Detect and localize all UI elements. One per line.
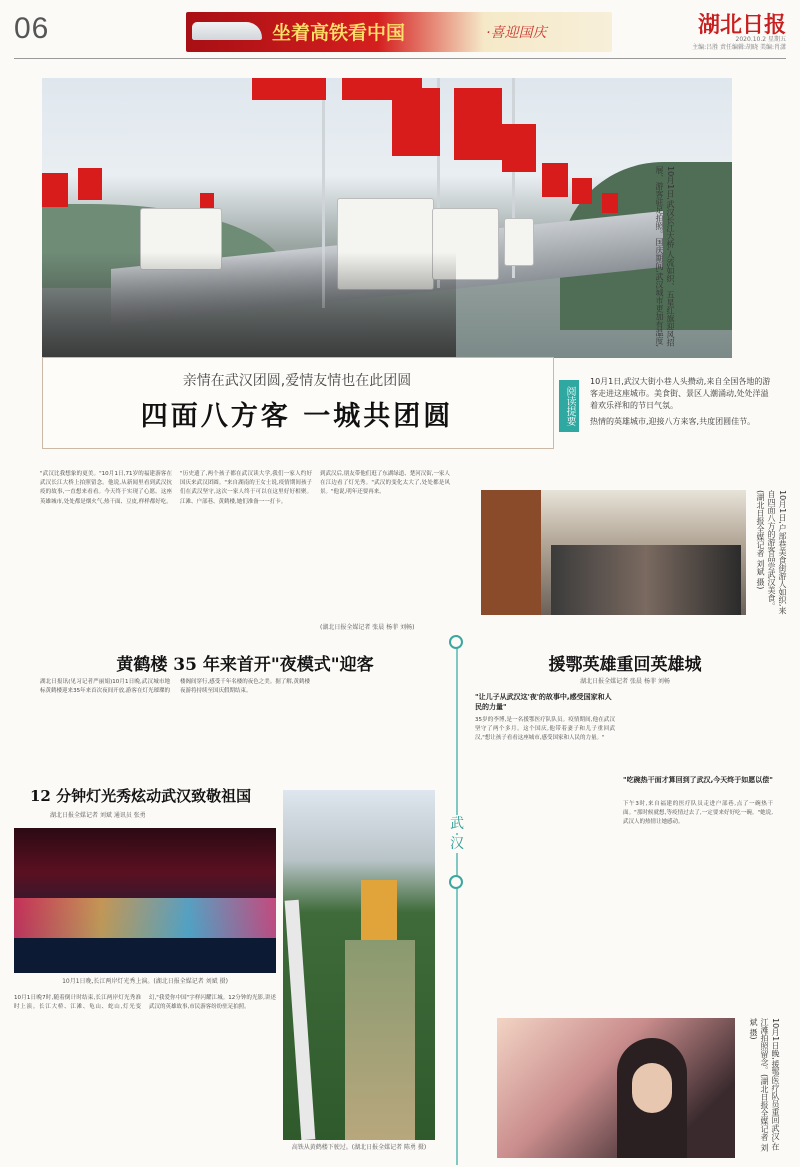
section-divider	[448, 635, 466, 1165]
page-number: 06	[14, 12, 50, 45]
story3-body: 10月1日晚7时,随着倒计时结束,长江两岸灯光秀准时上演。长江大桥、江滩、龟山、蛇山,灯光变幻,"我爱你中国"字样闪耀江城。12分钟的光影,讲述武汉的英雄故事,市民游客纷纷驻足拍照。	[14, 995, 276, 1011]
issue-date: 2020.10.2 星期五	[735, 36, 786, 43]
story4-body-2: 下午3时,来自福建的医疗队员走进户部巷,点了一碗热干面。"那时候就想,等疫情过去了,一定要来好好吃一碗。"她说,武汉人的热情让她感动。	[623, 801, 773, 826]
reading-guide-tag: 阅读提要	[559, 380, 579, 432]
banner-title: 坐着高铁看中国	[272, 22, 406, 44]
divider-ring-mid	[449, 875, 463, 889]
train-icon	[192, 22, 262, 40]
story2-body: 湖北日报讯(见习记者严丽娟)10月1日晚,武汉城市地标黄鹤楼迎来35年来首次夜间开放,游客在灯光璀璨的楼阁间穿行,感受千年名楼的夜色之美。据了解,黄鹤楼夜游将持续至国庆假期结束。	[40, 679, 310, 695]
issue-editors: 主编:吕胜 责任编辑:胡晓 美编:肖潇	[692, 44, 786, 51]
story4-body-1: 35岁的李博,是一名援鄂医疗队队员。疫情期间,他在武汉坚守了两个多月。这个国庆,他带着妻子和儿子重回武汉,"想让孩子看看这座城市,感受国家和人民的力量。"	[475, 717, 615, 742]
story3-headline: 12 分钟灯光秀炫动武汉致敬祖国	[30, 787, 252, 805]
photo-light-show	[14, 828, 276, 973]
hero-photo-bridge	[42, 78, 732, 358]
story2-headline: 黄鹤楼 35 年来首开"夜模式"迎客	[116, 655, 374, 675]
story4-subhead-2: "吃碗热干面才算回到了武汉,今天终于如愿以偿"	[623, 776, 773, 784]
banner-subtitle: ·喜迎国庆	[486, 25, 547, 41]
feature-lead	[590, 376, 775, 428]
story1-column-3: 到武汉后,朋友带他们逛了东湖绿道、楚河汉街,一家人在江边看了灯光秀。"武汉的变化太大了,处处都是风景。"他说,明年还要再来。	[320, 471, 450, 496]
feature-subhead: 亲情在武汉团圆,爱情友情也在此团圆	[182, 373, 412, 389]
story3-photo-caption: 10月1日晚,长江两岸灯光秀上演。(湖北日报全媒记者 刘斌 摄)	[62, 978, 228, 985]
photo-medic-portrait	[497, 1018, 735, 1158]
photo-crowd-snack-street	[481, 490, 746, 615]
story1-column-1: "武汉比我想象的更美。"10月1日,71岁的福建游客在武汉长江大桥上拍照留念。他说,从新闻里看到武汉抗疫的故事,一直想来看看。今天终于实现了心愿。这座英雄城市,处处都是烟火气,热干面、豆皮,样样都好吃。	[40, 471, 172, 505]
hero-photo-caption: 10月1日,武汉长江大桥,人流如织、五星红旗迎风招展、游客驻足拍照。国庆期间,武汉城市更加有温度,	[655, 166, 675, 348]
divider-word-2: 汉	[450, 836, 464, 852]
story1-column-2: "历史遗了,两个孩子都在武汉读大学,我们一家人约好国庆来武汉团圆。"来自湖南的王女士说,疫情期间孩子们在武汉坚守,这次一家人终于可以在这里好好相聚。江滩、户部巷、黄鹤楼,她们准备一一打卡。	[180, 471, 312, 505]
issue-meta	[676, 36, 786, 52]
photo3-caption: 高铁从黄鹤楼下驶过。(湖北日报全媒记者 陈勇 摄)	[291, 1144, 427, 1151]
divider-word-1: 武	[450, 816, 464, 832]
story4-subhead-1: "让儿子从武汉这'夜'的故事中,感受国家和人民的力量"	[475, 693, 612, 711]
story4-headline: 援鄂英雄重回英雄城	[548, 655, 702, 675]
lead-paragraph-2: 热情的英雄城市,迎接八方来客,共度团圆佳节。	[590, 417, 756, 426]
photo4-caption: 10月1日晚,援鄂医疗队员重回武汉,在江滩拍照留念。(湖北日报全媒记者 刘斌 摄)	[749, 1018, 780, 1152]
feature-headline: 四面八方客 一城共团圆	[140, 401, 454, 432]
lead-paragraph-1: 10月1日,武汉大街小巷人头攒动,来自全国各地的游客走进这座城市。美食街、景区人潮涌动,处处洋溢着欢乐祥和的节日气氛。	[590, 377, 771, 410]
header-rule	[14, 58, 786, 59]
story4-byline: 湖北日报全媒记者 张晨 杨菲 刘畅	[580, 678, 670, 685]
divider-ring-top	[449, 635, 463, 649]
section-banner	[186, 12, 612, 52]
photo2-caption: 10月1日,户部巷美食街游人如织,来自四面八方的游客品尝武汉美食。(湖北日报全媒记者 刘斌 摄)	[756, 490, 787, 615]
story3-byline: 湖北日报全媒记者 刘斌 通讯员 张勇	[50, 812, 146, 819]
photo-yellow-crane-tower-aerial	[283, 790, 435, 1140]
story1-byline: (湖北日报全媒记者 张晨 杨菲 刘畅)	[320, 624, 415, 631]
newspaper-masthead: 湖北日报	[697, 12, 786, 38]
